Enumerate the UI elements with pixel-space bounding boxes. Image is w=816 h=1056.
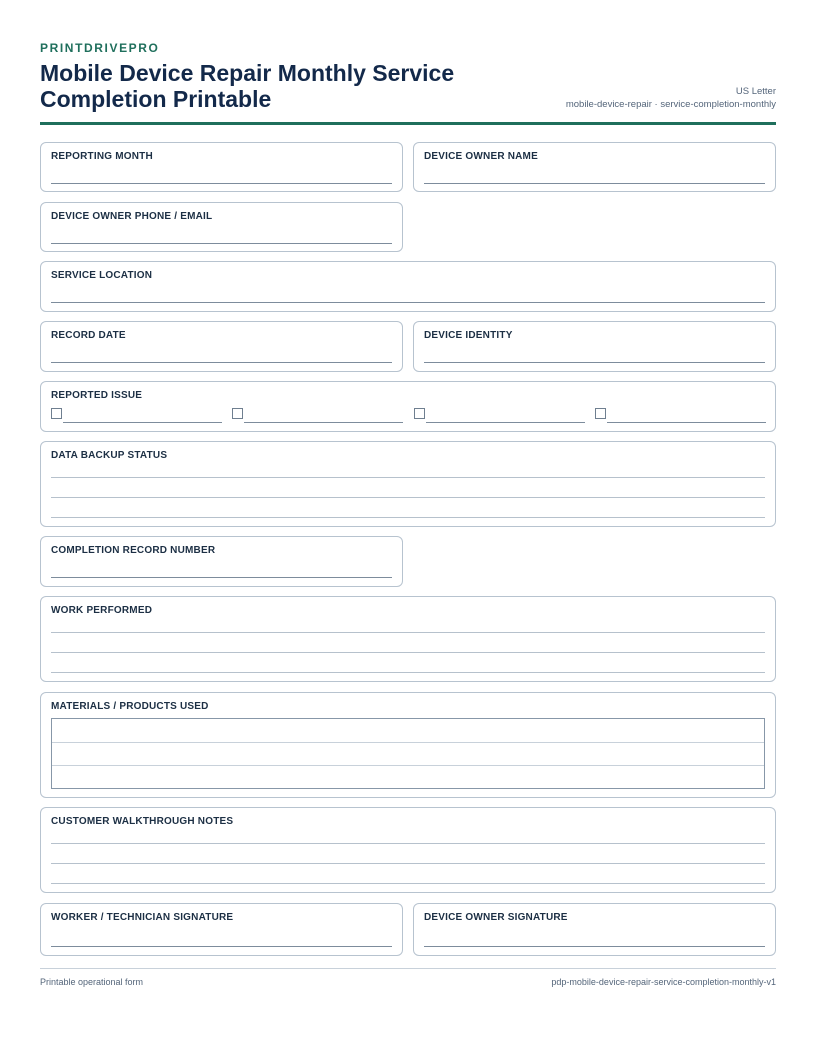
customer-walkthrough-notes-field[interactable] xyxy=(40,807,776,893)
materials-used-label: MATERIALS / PRODUCTS USED xyxy=(51,701,209,712)
record-date-label: RECORD DATE xyxy=(51,330,126,341)
device-owner-contact-line[interactable] xyxy=(51,243,392,244)
writing-line[interactable] xyxy=(51,477,765,478)
footer-form-id: pdp-mobile-device-repair-service-completion-monthly-v1 xyxy=(551,977,776,987)
page-title: Mobile Device Repair Monthly Service Completion Printable xyxy=(40,60,455,112)
writing-line[interactable] xyxy=(51,843,765,844)
writing-line[interactable] xyxy=(51,863,765,864)
checkbox-icon[interactable] xyxy=(51,408,62,419)
form-slug: mobile-device-repair · service-completion-monthly xyxy=(565,99,776,110)
issue-option-line[interactable] xyxy=(63,422,222,423)
technician-signature-label: WORKER / TECHNICIAN SIGNATURE xyxy=(51,912,234,923)
writing-line[interactable] xyxy=(51,497,765,498)
form-meta xyxy=(566,85,776,111)
checkbox-icon[interactable] xyxy=(595,408,606,419)
data-backup-status-label: DATA BACKUP STATUS xyxy=(51,450,168,461)
device-owner-name-field[interactable] xyxy=(413,142,776,192)
device-owner-contact-label: DEVICE OWNER PHONE / EMAIL xyxy=(51,211,213,222)
completion-record-number-label: COMPLETION RECORD NUMBER xyxy=(51,545,216,556)
header-divider xyxy=(40,122,776,125)
device-owner-name-label: DEVICE OWNER NAME xyxy=(424,151,538,162)
brand-name: PRINTDRIVEPRO xyxy=(40,41,160,55)
issue-option-4[interactable] xyxy=(595,407,766,423)
record-date-field[interactable] xyxy=(40,321,403,372)
device-identity-label: DEVICE IDENTITY xyxy=(424,330,513,341)
writing-line[interactable] xyxy=(51,883,765,884)
writing-line[interactable] xyxy=(51,652,765,653)
owner-signature-label: DEVICE OWNER SIGNATURE xyxy=(424,912,568,923)
footer-form-type: Printable operational form xyxy=(40,977,144,987)
footer-divider xyxy=(40,968,776,969)
device-owner-name-line[interactable] xyxy=(424,183,765,184)
technician-signature-line[interactable] xyxy=(51,946,392,947)
form-page xyxy=(40,0,776,1056)
materials-table xyxy=(51,718,765,789)
issue-option-line[interactable] xyxy=(244,422,403,423)
device-identity-field[interactable] xyxy=(413,321,776,372)
issue-option-1[interactable] xyxy=(51,407,222,423)
issue-option-line[interactable] xyxy=(426,422,585,423)
completion-record-number-line[interactable] xyxy=(51,577,392,578)
record-date-line[interactable] xyxy=(51,362,392,363)
issue-option-2[interactable] xyxy=(232,407,403,423)
owner-signature-field[interactable] xyxy=(413,903,776,956)
paper-size: US Letter xyxy=(735,86,776,97)
checkbox-icon[interactable] xyxy=(232,408,243,419)
reporting-month-field[interactable] xyxy=(40,142,403,192)
service-location-label: SERVICE LOCATION xyxy=(51,270,153,281)
device-identity-line[interactable] xyxy=(424,362,765,363)
work-performed-field[interactable] xyxy=(40,596,776,682)
customer-walkthrough-notes-label: CUSTOMER WALKTHROUGH NOTES xyxy=(51,816,234,827)
reporting-month-label: REPORTING MONTH xyxy=(51,151,153,162)
reporting-month-line[interactable] xyxy=(51,183,392,184)
writing-line[interactable] xyxy=(51,632,765,633)
work-performed-label: WORK PERFORMED xyxy=(51,605,153,616)
owner-signature-line[interactable] xyxy=(424,946,765,947)
checkbox-icon[interactable] xyxy=(414,408,425,419)
materials-used-field xyxy=(40,692,776,798)
device-owner-contact-field[interactable] xyxy=(40,202,403,252)
completion-record-number-field[interactable] xyxy=(40,536,403,587)
reported-issue-label: REPORTED ISSUE xyxy=(51,390,143,401)
writing-line[interactable] xyxy=(51,517,765,518)
table-row-divider xyxy=(52,742,764,743)
technician-signature-field[interactable] xyxy=(40,903,403,956)
issue-option-3[interactable] xyxy=(414,407,585,423)
table-row-divider xyxy=(52,765,764,766)
issue-option-line[interactable] xyxy=(607,422,766,423)
service-location-field[interactable] xyxy=(40,261,776,312)
service-location-line[interactable] xyxy=(51,302,765,303)
data-backup-status-field[interactable] xyxy=(40,441,776,527)
writing-line[interactable] xyxy=(51,672,765,673)
reported-issue-field xyxy=(40,381,776,432)
